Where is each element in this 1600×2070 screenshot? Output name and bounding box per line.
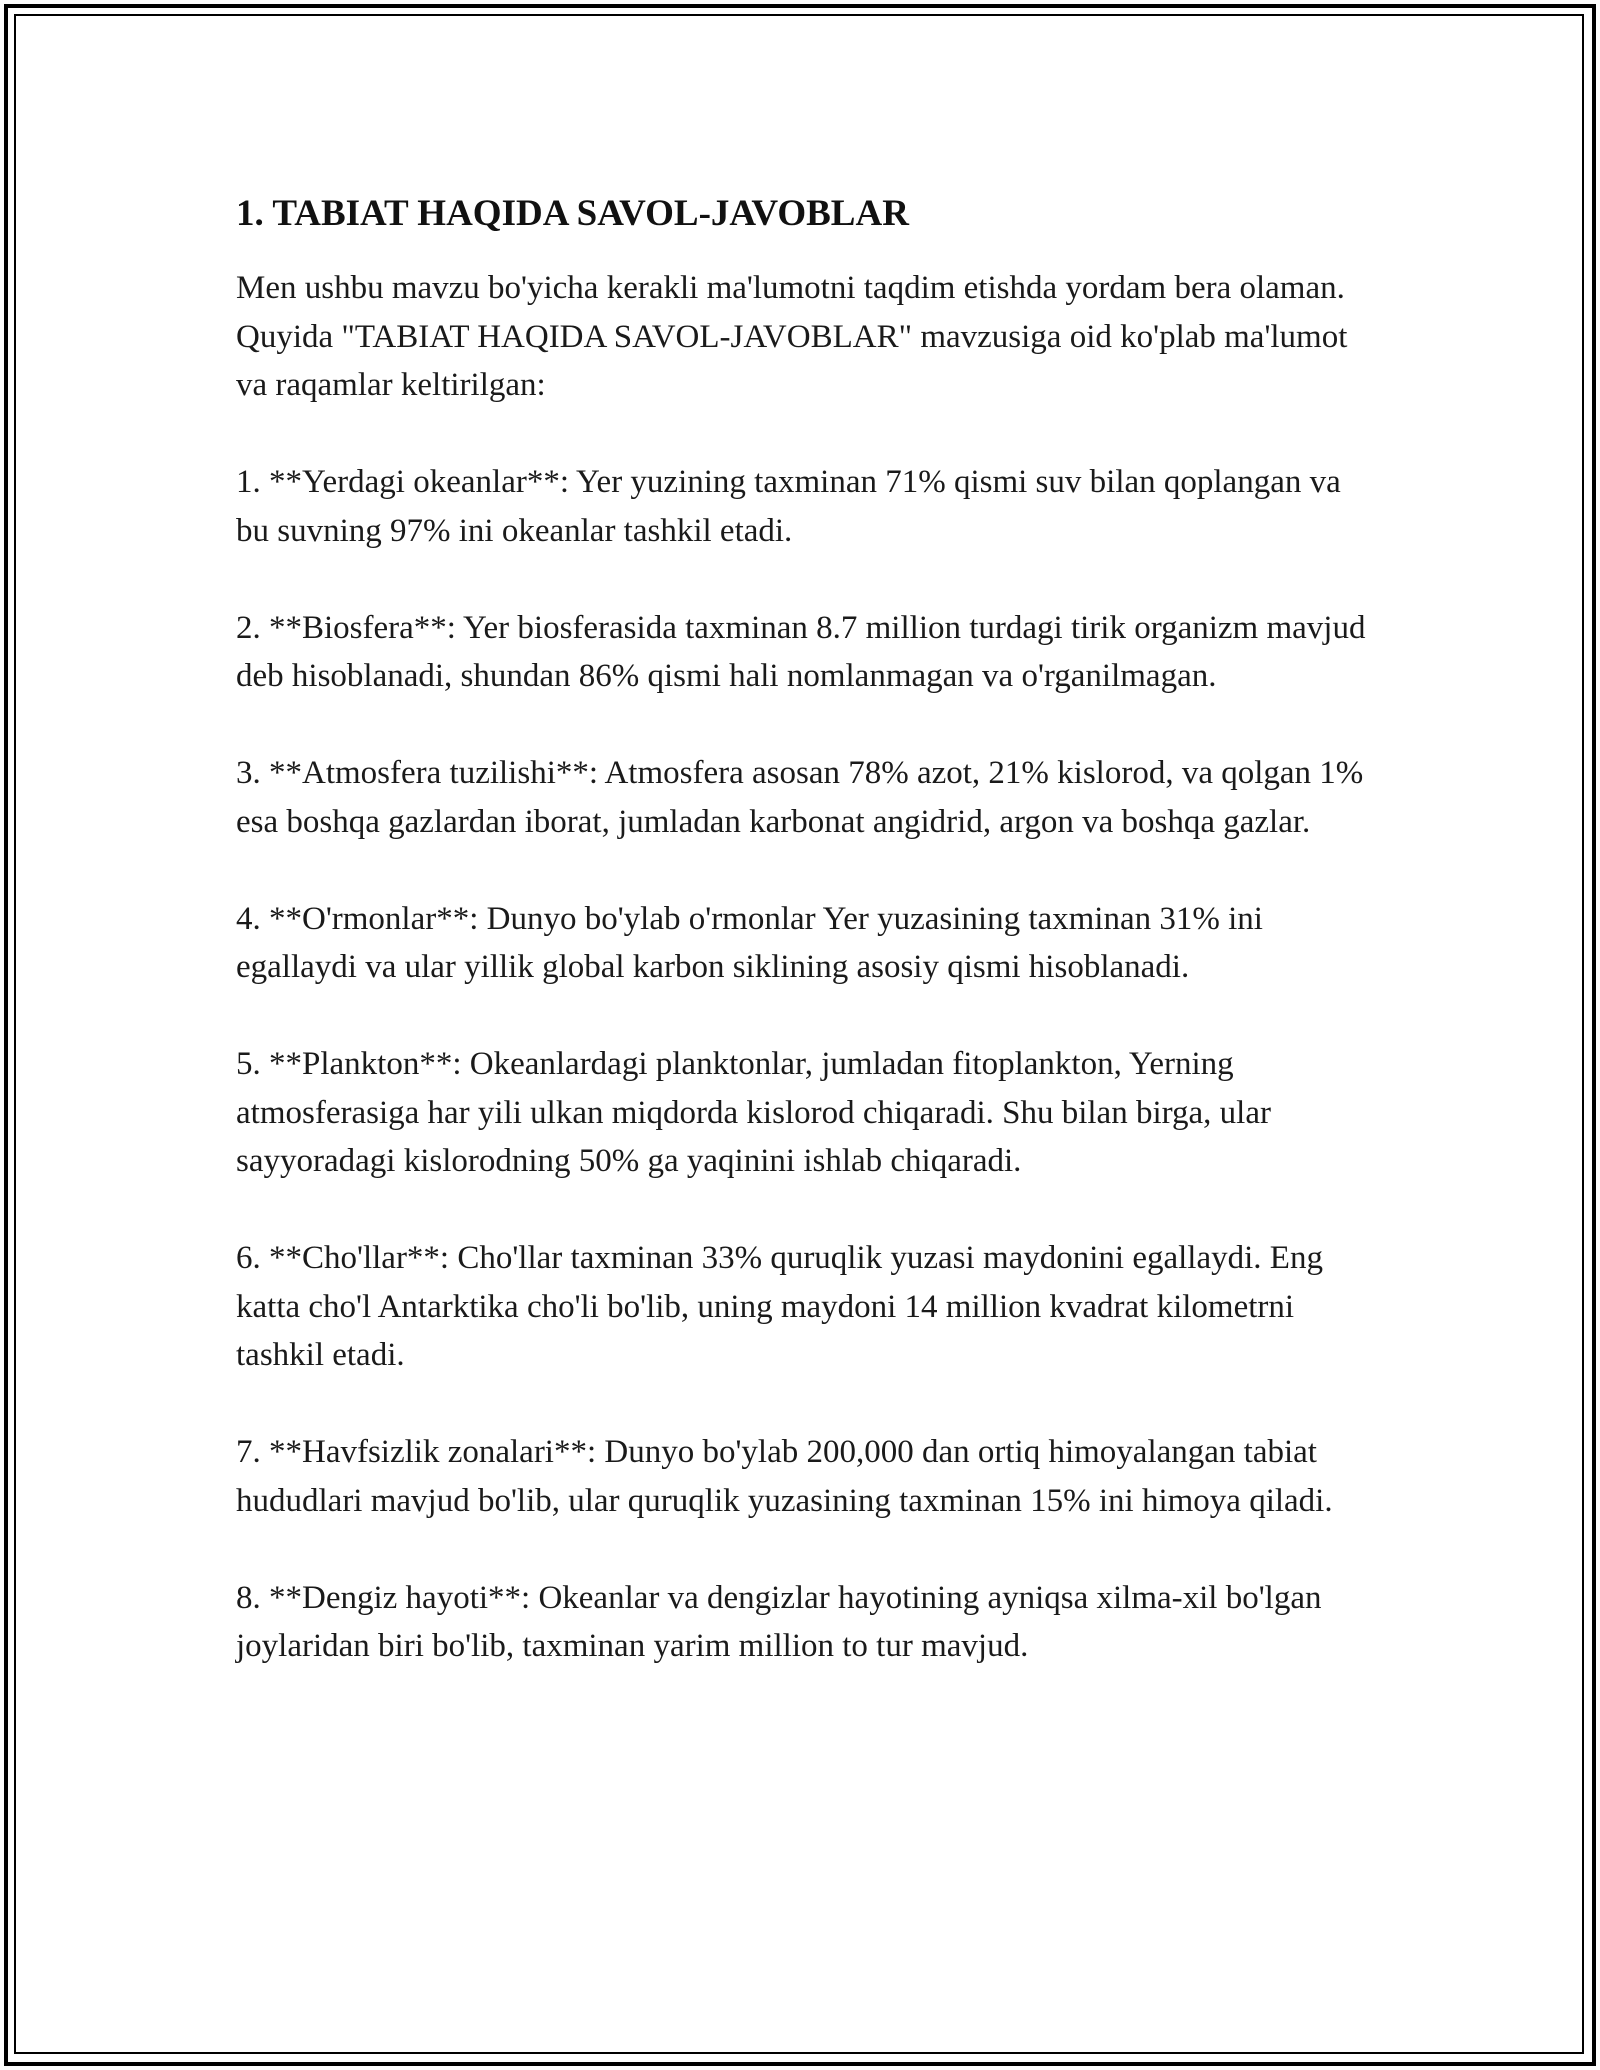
list-item: 7. **Havfsizlik zonalari**: Dunyo bo'ylab 200,000 dan ortiq himoyalangan tabiat hududlari mavjud bo'lib, ular quruqlik yuzasining taxminan 15% ini himoya qiladi. bbox=[236, 1434, 1333, 1519]
list-item: 3. **Atmosfera tuzilishi**: Atmosfera asosan 78% azot, 21% kislorod, va qolgan 1% esa boshqa gazlardan iborat, jumladan karbonat angidrid, argon va boshqa gazlar. bbox=[236, 755, 1364, 840]
list-item: 8. **Dengiz hayoti**: Okeanlar va dengizlar hayotining ayniqsa xilma-xil bo'lgan joylaridan biri bo'lib, taxminan yarim million to tur mavjud. bbox=[236, 1579, 1322, 1664]
list-item: 2. **Biosfera**: Yer biosferasida taxminan 8.7 million turdagi tirik organizm mavjud deb hisoblanadi, shundan 86% qismi hali nomlanmagan va o'rganilmagan. bbox=[236, 609, 1366, 694]
intro-paragraph: Men ushbu mavzu bo'yicha kerakli ma'lumotni taqdim etishda yordam bera olaman. Quyida "TABIAT HAQIDA SAVOL-JAVOBLAR" mavzusiga oid ko'plab ma'lumot va raqamlar keltirilgan: bbox=[236, 270, 1348, 403]
list-item: 5. **Plankton**: Okeanlardagi planktonlar, jumladan fitoplankton, Yerning atmosferasiga har yili ulkan miqdorda kislorod chiqaradi. Shu bilan birga, ular sayyoradagi kislorodning 50% ga yaqinini ishlab chiqaradi. bbox=[236, 1046, 1271, 1179]
list-item: 1. **Yerdagi okeanlar**: Yer yuzining taxminan 71% qismi suv bilan qoplangan va bu suvning 97% ini okeanlar tashkil etadi. bbox=[236, 464, 1341, 549]
document-body bbox=[236, 190, 1376, 1719]
document-title: 1. TABIAT HAQIDA SAVOL-JAVOBLAR bbox=[236, 193, 909, 234]
list-item: 4. **O'rmonlar**: Dunyo bo'ylab o'rmonlar Yer yuzasining taxminan 31% ini egallaydi va ular yillik global karbon siklining asosiy qismi hisoblanadi. bbox=[236, 900, 1263, 985]
list-item: 6. **Cho'llar**: Cho'llar taxminan 33% quruqlik yuzasi maydonini egallaydi. Eng katta cho'l Antarktika cho'li bo'lib, uning maydoni 14 million kvadrat kilometrni tashkil etadi. bbox=[236, 1240, 1323, 1373]
